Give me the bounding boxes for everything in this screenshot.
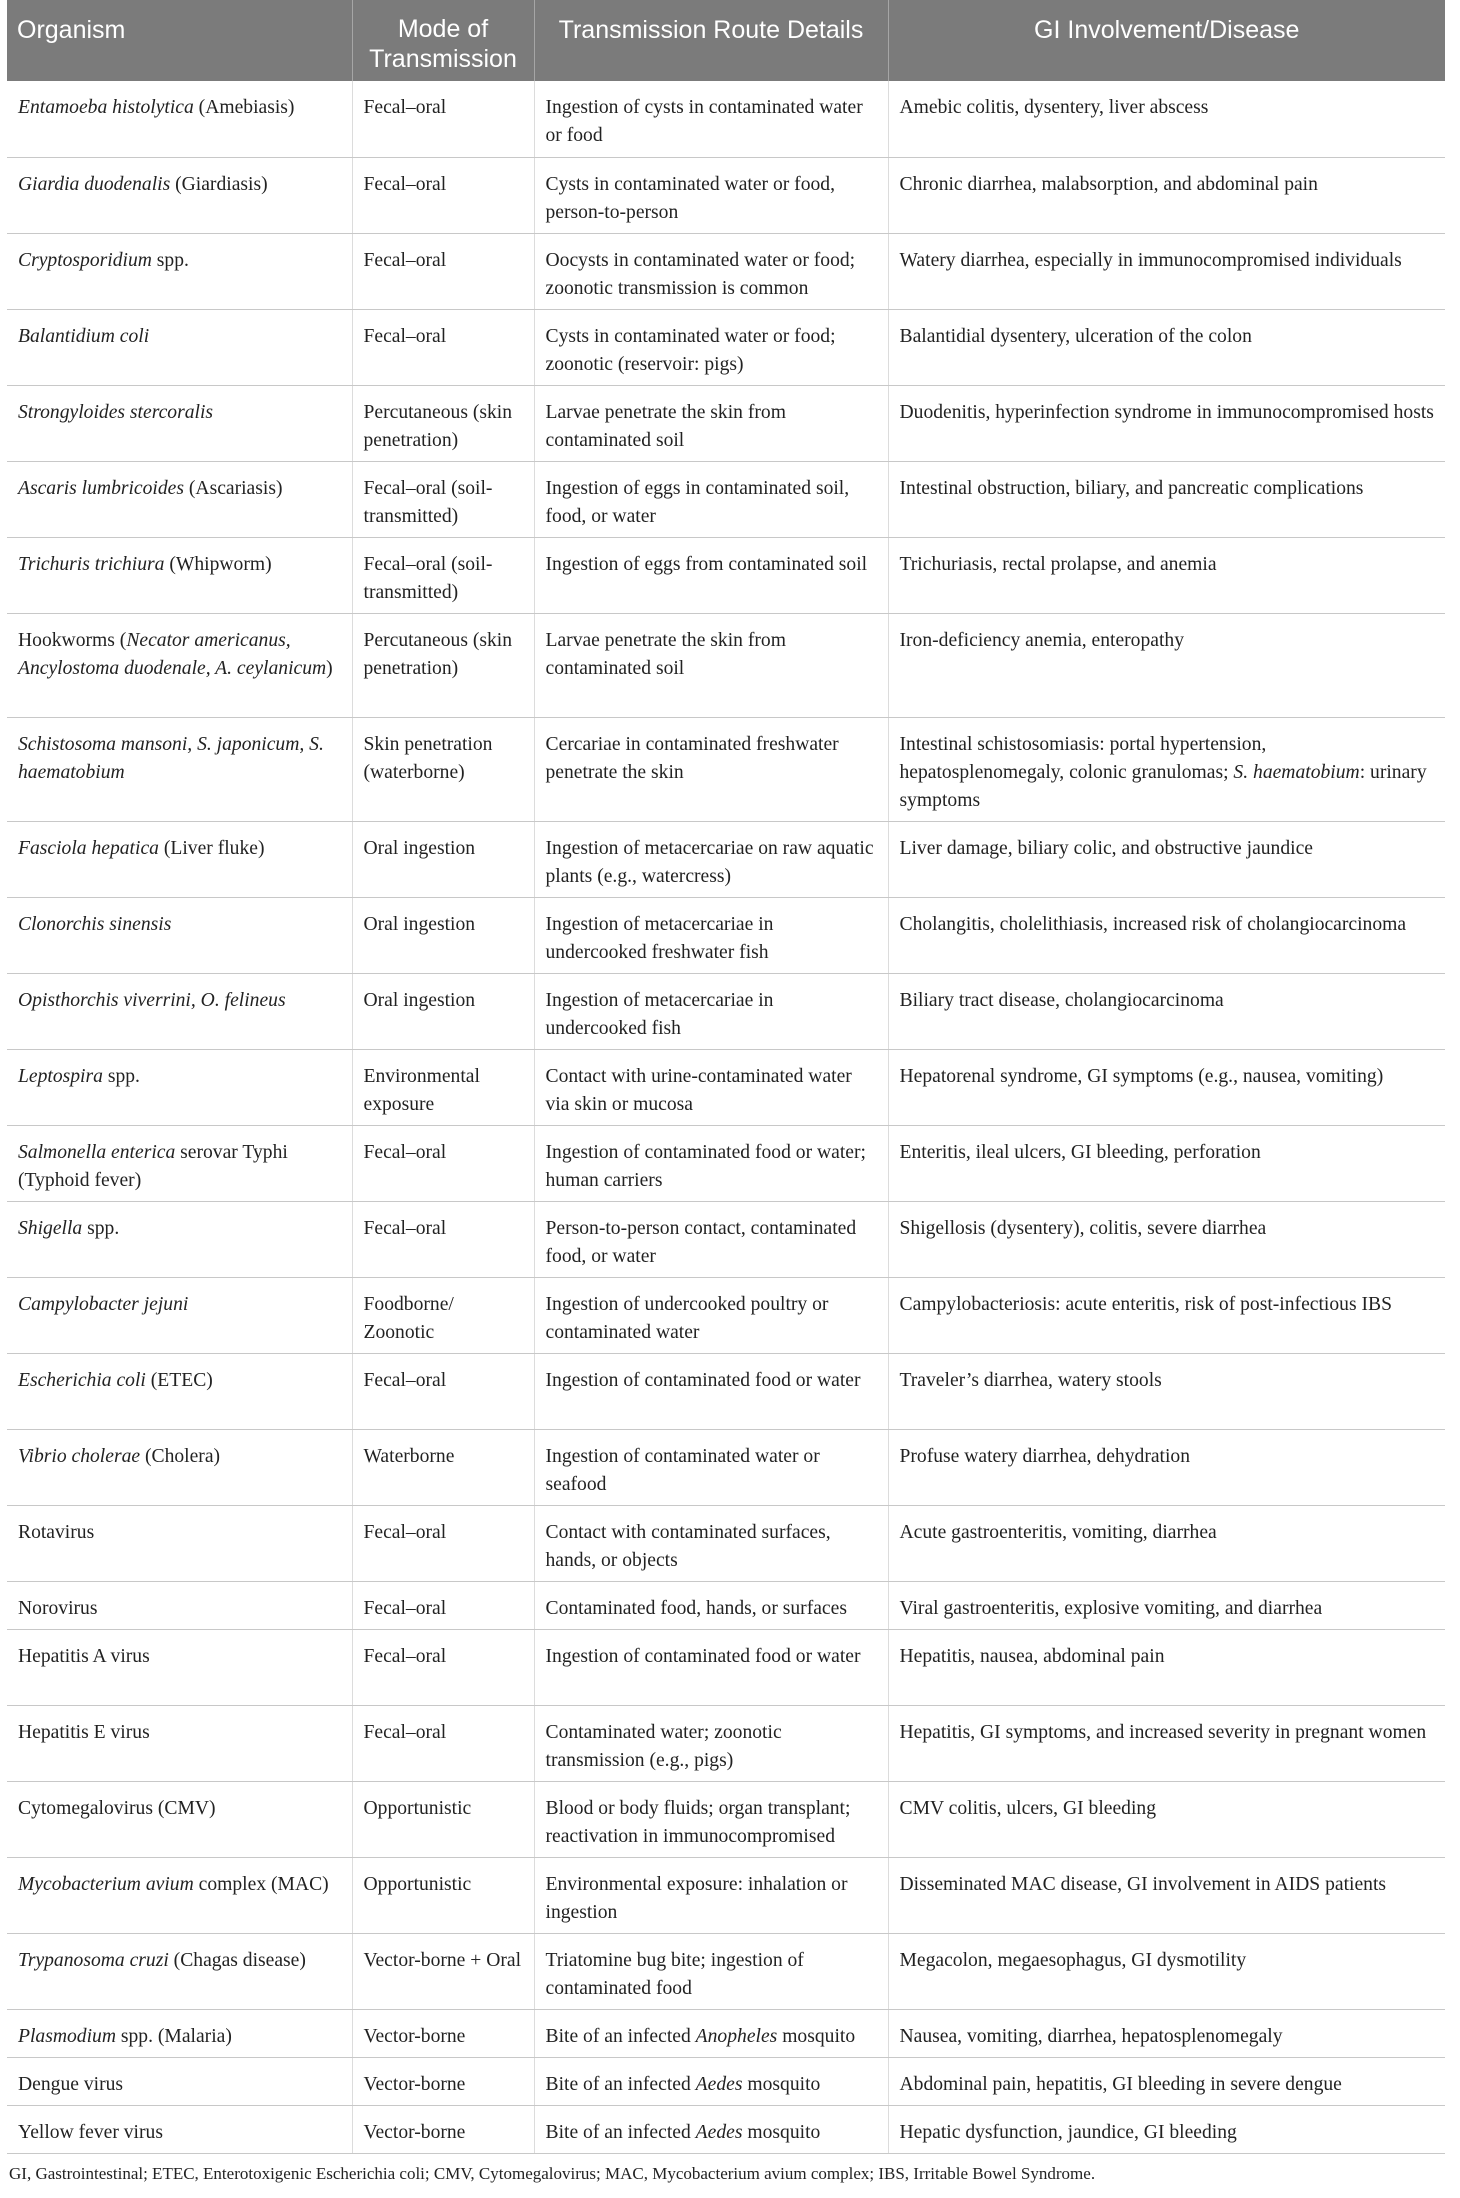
cell-gi: Watery diarrhea, especially in immunocompromised individuals: [888, 233, 1445, 309]
cell-organism: [7, 1049, 352, 1125]
header-route: Transmission Route Details: [534, 0, 888, 81]
cell-organism: [7, 973, 352, 1049]
organism-note: (ETEC): [145, 1369, 213, 1391]
organism-note: Hepatitis A virus: [18, 1645, 150, 1667]
table-row: [7, 1277, 1445, 1353]
organism-name: Cryptosporidium: [18, 249, 152, 271]
cell-gi: Cholangitis, cholelithiasis, increased risk of cholangiocarcinoma: [888, 897, 1445, 973]
cell-route: Cysts in contaminated water or food, person-to-person: [534, 157, 888, 233]
cell-organism: [7, 897, 352, 973]
cell-organism: [7, 81, 352, 157]
cell-organism: [7, 2057, 352, 2105]
cell-route: Contaminated food, hands, or surfaces: [534, 1581, 888, 1629]
cell-gi: Acute gastroenteritis, vomiting, diarrhea: [888, 1505, 1445, 1581]
cell-gi: Hepatitis, GI symptoms, and increased severity in pregnant women: [888, 1705, 1445, 1781]
table-row: [7, 1629, 1445, 1705]
cell-gi: Hepatorenal syndrome, GI symptoms (e.g., nausea, vomiting): [888, 1049, 1445, 1125]
organism-note: complex (MAC): [193, 1873, 329, 1895]
cell-gi: Viral gastroenteritis, explosive vomiting, and diarrhea: [888, 1581, 1445, 1629]
cell-gi: Enteritis, ileal ulcers, GI bleeding, perforation: [888, 1125, 1445, 1201]
cell-mode: Fecal–oral: [352, 81, 534, 157]
cell-organism: [7, 2105, 352, 2153]
cell-organism: [7, 717, 352, 821]
cell-mode: Percutaneous (skin penetration): [352, 613, 534, 717]
cell-organism: [7, 1277, 352, 1353]
organism-note: (Ascariasis): [184, 477, 283, 499]
cell-route: Oocysts in contaminated water or food; zoonotic transmission is common: [534, 233, 888, 309]
cell-mode: Waterborne: [352, 1429, 534, 1505]
table-row: [7, 233, 1445, 309]
organism-name: Fasciola hepatica: [18, 837, 159, 859]
cell-mode: Fecal–oral: [352, 1505, 534, 1581]
table-row: [7, 821, 1445, 897]
header-row: [7, 0, 1445, 81]
table-body: [7, 81, 1445, 2153]
cell-gi: Profuse watery diarrhea, dehydration: [888, 1429, 1445, 1505]
table-row: [7, 613, 1445, 717]
table-row: [7, 897, 1445, 973]
cell-route: Ingestion of eggs in contaminated soil, food, or water: [534, 461, 888, 537]
table-row: [7, 1933, 1445, 2009]
cell-mode: Fecal–oral: [352, 1353, 534, 1429]
cell-organism: [7, 537, 352, 613]
cell-organism: [7, 1933, 352, 2009]
cell-mode: Fecal–oral: [352, 1125, 534, 1201]
organism-name: Ascaris lumbricoides: [18, 477, 184, 499]
cell-mode: Oral ingestion: [352, 821, 534, 897]
organism-name: Opisthorchis viverrini, O. felineus: [18, 989, 286, 1011]
organism-name: Giardia duodenalis: [18, 173, 171, 195]
table-row: [7, 973, 1445, 1049]
cell-organism: [7, 2009, 352, 2057]
organism-name: Clonorchis sinensis: [18, 913, 172, 935]
cell-mode: Vector-borne: [352, 2105, 534, 2153]
cell-route: Larvae penetrate the skin from contaminated soil: [534, 613, 888, 717]
cell-gi: Balantidial dysentery, ulceration of the colon: [888, 309, 1445, 385]
cell-mode: Oral ingestion: [352, 973, 534, 1049]
cell-route: Contact with urine-contaminated water via skin or mucosa: [534, 1049, 888, 1125]
cell-organism: [7, 1629, 352, 1705]
cell-route: Ingestion of metacercariae on raw aquatic plants (e.g., watercress): [534, 821, 888, 897]
cell-gi: Amebic colitis, dysentery, liver abscess: [888, 81, 1445, 157]
cell-gi: Abdominal pain, hepatitis, GI bleeding in severe dengue: [888, 2057, 1445, 2105]
cell-gi: Intestinal obstruction, biliary, and pancreatic complications: [888, 461, 1445, 537]
cell-route: Cercariae in contaminated freshwater penetrate the skin: [534, 717, 888, 821]
cell-route: Ingestion of metacercariae in undercooked fish: [534, 973, 888, 1049]
table-row: [7, 1857, 1445, 1933]
cell-gi: Shigellosis (dysentery), colitis, severe diarrhea: [888, 1201, 1445, 1277]
organism-name: Trichuris trichiura: [18, 553, 165, 575]
cell-route: Ingestion of cysts in contaminated water or food: [534, 81, 888, 157]
organism-note: spp. (Malaria): [115, 2025, 232, 2047]
cell-organism: [7, 1125, 352, 1201]
table-row: [7, 81, 1445, 157]
table-row: [7, 461, 1445, 537]
cell-organism: [7, 385, 352, 461]
cell-route: Ingestion of metacercariae in undercooked freshwater fish: [534, 897, 888, 973]
organism-name: Shigella: [18, 1217, 83, 1239]
organism-note: Dengue virus: [18, 2073, 124, 2095]
cell-gi: Trichuriasis, rectal prolapse, and anemia: [888, 537, 1445, 613]
cell-gi: Hepatitis, nausea, abdominal pain: [888, 1629, 1445, 1705]
organism-name: Balantidium coli: [18, 325, 150, 347]
cell-gi: Biliary tract disease, cholangiocarcinoma: [888, 973, 1445, 1049]
organism-note: serovar Typhi (Typhoid fever): [18, 1141, 288, 1191]
cell-organism: [7, 821, 352, 897]
header-organism: Organism: [7, 0, 352, 81]
cell-organism: [7, 1581, 352, 1629]
organism-note: (Giardiasis): [170, 173, 268, 195]
organism-name: Campylobacter jejuni: [18, 1293, 189, 1315]
cell-gi: Campylobacteriosis: acute enteritis, risk of post-infectious IBS: [888, 1277, 1445, 1353]
cell-mode: Fecal–oral: [352, 1629, 534, 1705]
table-row: [7, 1505, 1445, 1581]
header-mode: Mode of Transmission: [352, 0, 534, 81]
cell-mode: Percutaneous (skin penetration): [352, 385, 534, 461]
cell-route: Ingestion of contaminated food or water: [534, 1353, 888, 1429]
cell-mode: Environmental exposure: [352, 1049, 534, 1125]
cell-organism: [7, 1505, 352, 1581]
table-row: [7, 309, 1445, 385]
cell-gi: Intestinal schistosomiasis: portal hypertension, hepatosplenomegaly, colonic granulomas; S. haematobium: urinary symptoms: [888, 717, 1445, 821]
cell-mode: Fecal–oral: [352, 233, 534, 309]
cell-gi: Nausea, vomiting, diarrhea, hepatosplenomegaly: [888, 2009, 1445, 2057]
cell-organism: [7, 1201, 352, 1277]
table-row: [7, 2009, 1445, 2057]
table-row: [7, 2057, 1445, 2105]
table-container: [7, 0, 1445, 2186]
cell-route: Bite of an infected Aedes mosquito: [534, 2057, 888, 2105]
cell-mode: Foodborne/ Zoonotic: [352, 1277, 534, 1353]
table-row: [7, 1353, 1445, 1429]
table-row: [7, 2105, 1445, 2153]
cell-route: Person-to-person contact, contaminated food, or water: [534, 1201, 888, 1277]
organism-note: (Chagas disease): [168, 1949, 306, 1971]
cell-gi: CMV colitis, ulcers, GI bleeding: [888, 1781, 1445, 1857]
cell-route: Triatomine bug bite; ingestion of contaminated food: [534, 1933, 888, 2009]
cell-organism: [7, 1353, 352, 1429]
cell-gi: Traveler’s diarrhea, watery stools: [888, 1353, 1445, 1429]
cell-route: Ingestion of undercooked poultry or contaminated water: [534, 1277, 888, 1353]
organism-note: spp.: [151, 249, 189, 271]
organism-note: (Liver fluke): [158, 837, 265, 859]
organism-note: spp.: [102, 1065, 140, 1087]
organism-name: Escherichia coli: [18, 1369, 146, 1391]
cell-mode: Fecal–oral: [352, 157, 534, 233]
cell-mode: Fecal–oral: [352, 309, 534, 385]
organism-note: spp.: [82, 1217, 120, 1239]
cell-gi: Hepatic dysfunction, jaundice, GI bleeding: [888, 2105, 1445, 2153]
organism-name: Leptospira: [18, 1065, 103, 1087]
cell-mode: Oral ingestion: [352, 897, 534, 973]
cell-organism: [7, 309, 352, 385]
cell-mode: Opportunistic: [352, 1781, 534, 1857]
table-header: [7, 0, 1445, 81]
table-footnote: GI, Gastrointestinal; ETEC, Enterotoxigenic Escherichia coli; CMV, Cytomegalovirus; MAC, Mycobacterium avium complex; IBS, Irritable Bowel Syndrome.: [9, 2163, 1096, 2183]
cell-organism: [7, 1429, 352, 1505]
cell-route: Contaminated water; zoonotic transmission (e.g., pigs): [534, 1705, 888, 1781]
cell-gi: Megacolon, megaesophagus, GI dysmotility: [888, 1933, 1445, 2009]
cell-gi: Iron-deficiency anemia, enteropathy: [888, 613, 1445, 717]
cell-route: Environmental exposure: inhalation or ingestion: [534, 1857, 888, 1933]
organism-note: Cytomegalovirus (CMV): [18, 1797, 216, 1819]
organism-name: Salmonella enterica: [18, 1141, 176, 1163]
table-row: [7, 717, 1445, 821]
cell-mode: Vector-borne: [352, 2057, 534, 2105]
cell-route: Ingestion of contaminated food or water; human carriers: [534, 1125, 888, 1201]
organism-name: Vibrio cholerae: [18, 1445, 141, 1467]
cell-mode: Fecal–oral: [352, 1705, 534, 1781]
cell-mode: Opportunistic: [352, 1857, 534, 1933]
transmission-table: [7, 0, 1445, 2154]
cell-route: Cysts in contaminated water or food; zoonotic (reservoir: pigs): [534, 309, 888, 385]
table-row: [7, 1705, 1445, 1781]
organism-note: (Cholera): [140, 1445, 221, 1467]
table-row: [7, 1581, 1445, 1629]
organism-note: Yellow fever virus: [18, 2121, 163, 2143]
cell-route: Bite of an infected Anopheles mosquito: [534, 2009, 888, 2057]
table-row: [7, 1429, 1445, 1505]
table-row: [7, 157, 1445, 233]
cell-organism: [7, 233, 352, 309]
cell-gi: Disseminated MAC disease, GI involvement in AIDS patients: [888, 1857, 1445, 1933]
table-row: [7, 1781, 1445, 1857]
cell-route: Larvae penetrate the skin from contaminated soil: [534, 385, 888, 461]
cell-mode: Skin penetration (waterborne): [352, 717, 534, 821]
table-row: [7, 1201, 1445, 1277]
cell-organism: [7, 461, 352, 537]
organism-name: Plasmodium: [18, 2025, 116, 2047]
cell-mode: Fecal–oral: [352, 1201, 534, 1277]
organism-name: Schistosoma mansoni, S. japonicum, S. haematobium: [18, 733, 324, 783]
cell-mode: Vector-borne + Oral: [352, 1933, 534, 2009]
cell-route: Contact with contaminated surfaces, hands, or objects: [534, 1505, 888, 1581]
cell-route: Ingestion of contaminated food or water: [534, 1629, 888, 1705]
cell-organism: [7, 157, 352, 233]
cell-route: Ingestion of eggs from contaminated soil: [534, 537, 888, 613]
organism-note: Norovirus: [18, 1597, 98, 1619]
organism-name: Strongyloides stercoralis: [18, 401, 214, 423]
table-row: [7, 385, 1445, 461]
cell-organism: [7, 1781, 352, 1857]
organism-name: Trypanosoma cruzi: [18, 1949, 169, 1971]
cell-route: Blood or body fluids; organ transplant; reactivation in immunocompromised: [534, 1781, 888, 1857]
cell-mode: Fecal–oral (soil-transmitted): [352, 461, 534, 537]
organism-note: Hepatitis E virus: [18, 1721, 150, 1743]
cell-route: Ingestion of contaminated water or seafood: [534, 1429, 888, 1505]
cell-mode: Vector-borne: [352, 2009, 534, 2057]
table-row: [7, 537, 1445, 613]
header-gi: GI Involvement/Disease: [888, 0, 1445, 81]
organism-note: (Whipworm): [164, 553, 272, 575]
cell-gi: Liver damage, biliary colic, and obstructive jaundice: [888, 821, 1445, 897]
organism-note: Rotavirus: [18, 1521, 95, 1543]
table-row: [7, 1049, 1445, 1125]
cell-mode: Fecal–oral (soil-transmitted): [352, 537, 534, 613]
cell-gi: Duodenitis, hyperinfection syndrome in immunocompromised hosts: [888, 385, 1445, 461]
organism-name: Entamoeba histolytica: [18, 97, 194, 118]
cell-organism: [7, 1705, 352, 1781]
cell-organism: [7, 1857, 352, 1933]
organism-note: (Amebiasis): [193, 97, 295, 118]
cell-gi: Chronic diarrhea, malabsorption, and abdominal pain: [888, 157, 1445, 233]
cell-route: Bite of an infected Aedes mosquito: [534, 2105, 888, 2153]
cell-mode: Fecal–oral: [352, 1581, 534, 1629]
table-row: [7, 1125, 1445, 1201]
cell-organism: Hookworms (Necator americanus, Ancylostoma duodenale, A. ceylanicum): [7, 613, 352, 717]
organism-name: Mycobacterium avium: [18, 1873, 194, 1895]
